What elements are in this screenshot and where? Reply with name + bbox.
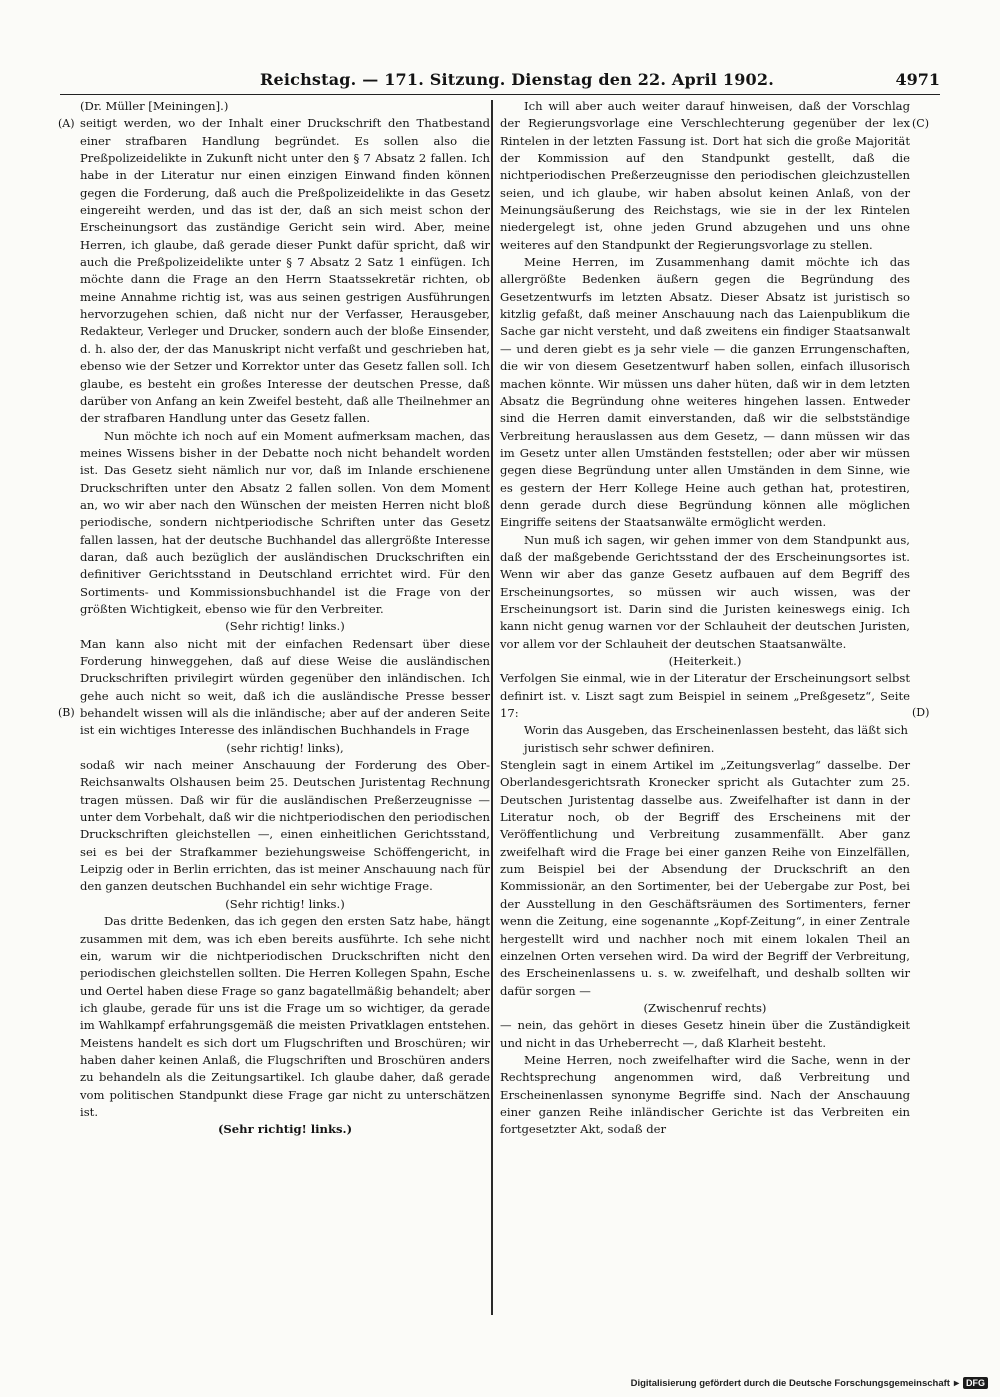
footer-credit — [631, 1377, 988, 1389]
margin-mark-c: (C) — [912, 117, 929, 130]
dfg-logo: DFG — [963, 1377, 988, 1389]
margin-mark-d: (D) — [912, 706, 930, 719]
page-number: 4971 — [895, 70, 940, 89]
left-column — [80, 98, 490, 1139]
paragraph: seitigt werden, wo der Inhalt einer Druckschrift den Thatbestand einer strafbaren Handlung begründet. Es sollen also die Preßpolizeidelikte in Zukunft nicht unter den § 7 Absatz 2 fallen. Ich habe in der Literatur nur einen einzigen Einwand finden können gegen die Forderung, daß auch die Preßpolizeidelikte in das Gesetz eingereiht werden, und das ist der, daß an sich meist schon der Erscheinungsort das zuständige Gericht sein wird. Aber, meine Herren, ich glaube, daß gerade dieser Punkt dafür spricht, daß wir auch die Preßpolizeidelikte unter § 7 Absatz 2 Satz 1 einfügen. Ich möchte dann die Frage an den Herrn Staatssekretär richten, ob meine Annahme richtig ist, was aus seinen gestrigen Ausführungen hervorzugehen schien, daß nicht nur der Verfasser, Herausgeber, Redakteur, Verleger und Drucker, sondern auch der bloße Einsender, d. h. also der, der das Manuskript nicht verfaßt und geschrieben hat, ebenso wie der Setzer und Korrektor unter das Gesetz fallen soll. Ich glaube, es besteht ein großes Interesse der deutschen Presse, daß darüber von Anfang an kein Zweifel besteht, daß alle Theilnehmer an der strafbaren Handlung unter das Gesetz fallen. — [80, 116, 490, 426]
page-header — [60, 68, 940, 94]
arrow-icon: ▸ — [953, 1377, 959, 1389]
interjection: (Zwischenruf rechts) — [643, 1000, 767, 1015]
speaker-label: (Dr. Müller [Meiningen].) — [80, 99, 229, 113]
interjection: (Heiterkeit.) — [668, 654, 742, 668]
interjection: (sehr richtig! links), — [226, 740, 344, 755]
paragraph: Stenglein sagt in einem Artikel im „Zeitungsverlag“ dasselbe. Der Oberlandesgerichtsrath Kronecker spricht als Gutachter zum 25. Deutschen Juristentag dasselbe aus. Zweifelhafter ist dann in der Literatur noch, ob der Begriff des Erscheinens mit der Veröffentlichung und Verbreitung zusammenfällt. Aber ganz zweifelhaft wird die Frage bei einer ganzen Reihe von Einzelfällen, zum Beispiel bei der Absendung der Druckschrift an den Kommissionär, an den Sortimenter, bei der Uebergabe zur Post, bei der Ausstellung in den Geschäftsräumen des Sortimenters, ferner wenn die Zeitung, eine sogenannte „Kopf-Zeitung“, in einer Zentrale hergestellt wird und nachher noch mit einem lokalen Theil an einzelnen Orten versehen wird. Da wird der Begriff der Verbreitung, des Erscheinenlassens u. s. w. zweifelhaft, und deshalb sollten wir dafür sorgen — — [500, 758, 910, 998]
paragraph: Verfolgen Sie einmal, wie in der Literatur der Erscheinungsort selbst definirt ist. v. Liszt sagt zum Beispiel in seinem „Preßgesetz“, Seite 17: — [500, 671, 910, 721]
column-divider — [491, 100, 493, 1315]
paragraph: Ich will aber auch weiter darauf hinweisen, daß der Vorschlag der Regierungsvorlage eine Verschlechterung gegenüber der lex Rintelen in der letzten Fassung ist. Dort hat sich die große Majorität der Kommission auf den Standpunkt gestellt, daß die nichtperiodischen Preßerzeugnisse den periodischen gleichzustellen seien, und ich glaube, wir haben absolut keinen Anlaß, von der Meinungsäußerung des Reichstags, wie sie in der lex Rintelen niedergelegt ist, ohne jeden Grund abzugehen und uns ohne weiteres auf den Standpunkt der Regierungsvorlage zu stellen. — [500, 99, 910, 252]
interjection: (Sehr richtig! links.) — [225, 896, 345, 911]
paragraph: — nein, das gehört in dieses Gesetz hinein über die Zuständigkeit und nicht in das Urheberrecht —, daß Klarheit besteht. — [500, 1018, 910, 1050]
paragraph: Meine Herren, noch zweifelhafter wird die Sache, wenn in der Rechtsprechung angenommen wird, daß Verbreitung und Erscheinenlassen synonyme Begriffe sind. Nach der Anschauung einer ganzen Reihe inländischer Gerichte ist das Verbreiten ein fortgesetzter Akt, sodaß der — [500, 1052, 910, 1137]
paragraph: sodaß wir nach meiner Anschauung der Forderung des Ober-Reichsanwalts Olshausen beim 25. Deutschen Juristentag Rechnung tragen müssen. Daß wir für die ausländischen Preßerzeugnisse — unter dem Vorbehalt, daß wir die nichtperiodischen den periodischen Druckschriften gleichstellen —, einen einheitlichen Gerichtsstand, sei es bei der Strafkammer beziehungsweise Schöffengericht, in Leipzig oder in Berlin errichten, das ist meiner Anschauung nach für den ganzen deutschen Buchhandel ein sehr wichtige Frage. — [80, 758, 490, 894]
paragraph: Man kann also nicht mit der einfachen Redensart über diese Forderung hinweggehen, daß auf diese Weise die ausländischen Druckschriften privilegirt würden gegenüber den inländischen. Ich gehe auch nicht so weit, daß ich die ausländische Presse besser behandelt wissen will als die inländische; aber auf der anderen Seite ist ein wichtiges Interesse des inländischen Buchhandels in Frage — [80, 636, 490, 738]
interjection: (Sehr richtig! links.) — [225, 619, 345, 634]
paragraph: Meine Herren, im Zusammenhang damit möchte ich das allergrößte Bedenken äußern gegen die Begründung des Gesetzentwurfs im letzten Absatz. Dieser Absatz ist juristisch so kitzlig gefaßt, daß meiner Anschauung nach das Laienpublikum die Sache gar nicht versteht, und daß zweitens ein findiger Staatsanwalt — und deren giebt es ja sehr viele — die ganzen Errungenschaften, die wir von diesem Gesetzentwurf haben sollen, einfach illusorisch machen könnte. Wir müssen uns daher hüten, daß wir in dem letzten Absatz die Begründung ohne weiteres hingehen lassen. Entweder sind die Herren damit einverstanden, daß wir die selbstständige Verbreitung herauslassen aus dem Gesetz, — dann müssen wir das im Gesetz unter allen Umständen feststellen; oder aber wir müssen gegen diese Begründung unter allen Umständen in dem Sinne, wie es gestern der Herr Kollege Heine auch gethan hat, protestiren, denn gerade durch diese Begründung können alle möglichen Eingriffe seitens der Staatsanwälte ermöglicht werden. — [500, 255, 910, 530]
paragraph: Das dritte Bedenken, das ich gegen den ersten Satz habe, hängt zusammen mit dem, was ich eben bereits ausführte. Ich sehe nicht ein, warum wir die nichtperiodischen Druckschriften nicht den periodischen gleichstellen sollten. Die Herren Kollegen Spahn, Esche und Oertel haben diese Frage so ganz bagatellmäßig behandelt; aber ich glaube, gerade für uns ist die Frage um so wichtiger, da gerade im Wahlkampf erfahrungsgemäß die meisten Privatklagen entstehen. Meistens handelt es sich dort um Flugschriften und Broschüren; wir haben daher keinen Anlaß, die Flugschriften und Broschüren anders zu behandeln als die Zeitungsartikel. Ich glaube daher, daß gerade vom politischen Standpunkt diese Frage gar nicht zu unterschätzen ist. — [80, 914, 490, 1119]
footer-text: Digitalisierung gefördert durch die Deutsche Forschungsgemeinschaft — [630, 1377, 950, 1389]
header-title: Reichstag. — 171. Sitzung. Dienstag den 22. April 1902. — [260, 70, 774, 89]
paragraph: Nun muß ich sagen, wir gehen immer von dem Standpunkt aus, daß der maßgebende Gerichtsstand der des Erscheinungsortes ist. Wenn wir aber das ganze Gesetz aufbauen auf dem Begriff des Erscheinungsortes, so müssen wir auch wissen, was der Erscheinungsort ist. Darin sind die Juristen keineswegs einig. Ich kann nicht genug warnen vor der Schlauheit der deutschen Juristen, vor allem vor der Schlauheit der deutschen Staatsanwälte. — [500, 532, 910, 651]
margin-mark-a: (A) — [58, 117, 75, 130]
right-column — [500, 98, 910, 1139]
margin-mark-b: (B) — [58, 706, 75, 719]
quotation: Worin das Ausgeben, das Erscheinenlassen besteht, das läßt sich juristisch sehr schwer definiren. — [524, 723, 908, 755]
paragraph: Nun möchte ich noch auf ein Moment aufmerksam machen, das meines Wissens bisher in der Debatte noch nicht behandelt worden ist. Das Gesetz sieht nämlich nur vor, daß im Inlande erschienene Druckschriften unter den Absatz 2 fallen sollen. Von dem Moment an, wo wir aber nach den Wünschen der meisten Herren nicht bloß periodische, sondern nichtperiodische Schriften unter das Gesetz fallen lassen, hat der deutsche Buchhandel das allergrößte Interesse daran, daß auch bezüglich der ausländischen Druckschriften ein definitiver Gerichtsstand in Deutschland errichtet wird. Für den Sortiments- und Kommissionsbuchhandel ist die Frage von der größten Wichtigkeit, ebenso wie für den Verbreiter. — [80, 428, 490, 616]
header-rule — [60, 94, 940, 95]
interjection: (Sehr richtig! links.) — [217, 1122, 353, 1137]
